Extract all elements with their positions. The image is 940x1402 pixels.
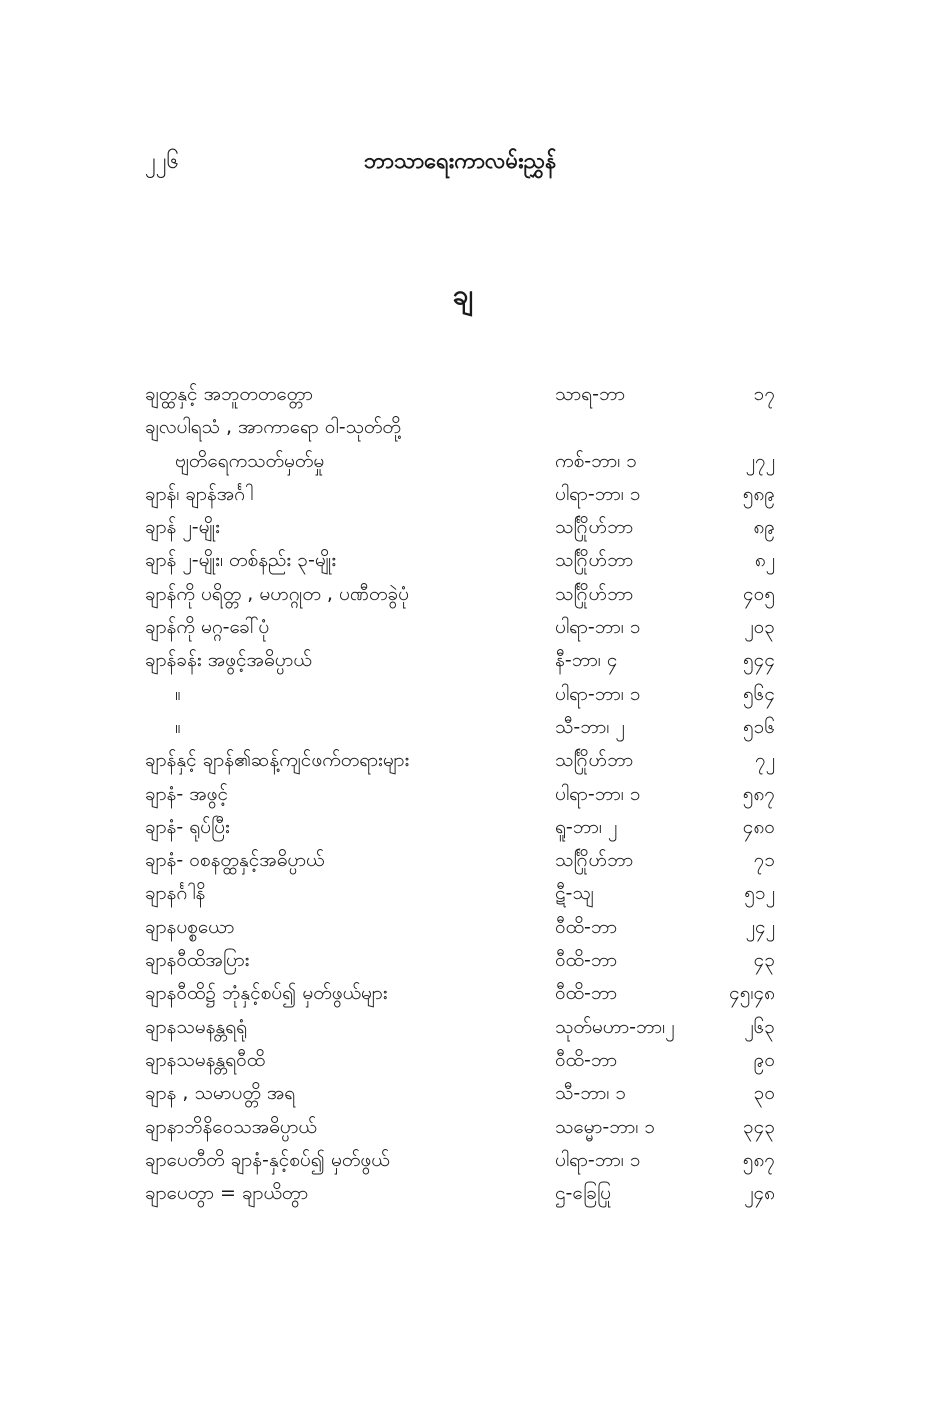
entry-term: ချာနံ- ရုပ်ပြီး xyxy=(145,815,230,838)
entry-page-number: ၂၄၂ xyxy=(745,915,775,938)
index-entry xyxy=(145,977,775,1010)
entry-term: ချာနသမနန္တရရုံ xyxy=(145,1015,248,1038)
entry-term: ချာပေတီတိ ချာနံ-နှင့်စပ်၍ မှတ်ဖွယ် xyxy=(145,1148,390,1171)
entry-term: ချာနာဘိနိဝေသအဓိပ္ပာယ် xyxy=(145,1115,317,1138)
entry-source: ဝီထိ-ဘာ xyxy=(555,982,618,1005)
entry-page-number: ၁၇ xyxy=(753,383,775,405)
entry-page-number: ၇၂ xyxy=(754,749,775,772)
index-entry xyxy=(145,644,775,677)
index-entry xyxy=(145,511,775,544)
index-entry xyxy=(145,811,775,844)
entry-source: သင်္ဂြိုဟ်ဘာ xyxy=(555,549,634,572)
index-entry xyxy=(145,544,775,577)
entry-term: ချာန်ကို မဂ္ဂ-ခေါ်ပုံ xyxy=(145,616,270,639)
entry-page-number: ၃၄၃ xyxy=(742,1115,775,1138)
index-entry xyxy=(145,1077,775,1110)
entry-source: သင်္ဂြိုဟ်ဘာ xyxy=(555,749,634,772)
entry-term: ချာနံ- အဖွင့် xyxy=(145,782,229,805)
entry-term: ချာနင်္ဂါနိ xyxy=(145,882,206,905)
index-entry xyxy=(145,1177,775,1210)
entry-term: ချာနဝီထိ၌ ဘုံနှင့်စပ်၍ မှတ်ဖွယ်များ xyxy=(145,982,388,1005)
entry-page-number: ၉၀ xyxy=(753,1048,775,1071)
index-entry xyxy=(145,1144,775,1177)
entry-source: နီ-ဘာ၊ ၄ xyxy=(555,649,618,672)
entry-term: ။ xyxy=(175,715,181,738)
entry-source: သမ္မော-ဘာ၊ ၁ xyxy=(555,1115,656,1138)
entry-source: ဋီ-သျ xyxy=(555,882,594,905)
entry-source: ရူ-ဘာ၊ ၂ xyxy=(555,815,618,838)
entry-page-number: ၅၄၄ xyxy=(742,649,775,672)
entry-page-number: ၅၈၇ xyxy=(742,1148,775,1171)
entry-term: ချာပေတွာ = ချာယိတွာ xyxy=(145,1182,309,1205)
entry-term: ချာန , သမာပတ္တိ အရ xyxy=(145,1082,296,1105)
entry-page-number: ၄၅၊၄၈ xyxy=(729,982,775,1005)
entry-term: ချာန်ကို ပရိတ္တ , မဟဂ္ဂုတ , ပဏီတခွဲပုံ xyxy=(145,582,409,605)
entry-page-number: ၈၂ xyxy=(754,549,775,572)
index-entry xyxy=(145,744,775,777)
index-entry xyxy=(145,445,775,478)
index-entry xyxy=(145,678,775,711)
entry-source: ပါရာ-ဘာ၊ ၁ xyxy=(555,682,641,705)
entry-page-number: ၅၁၆ xyxy=(742,715,775,738)
entry-term: ချလပါရသံ , အာကာရော ဝါ-သုတ်တို့ xyxy=(145,416,401,439)
entry-source: သီ-ဘာ၊ ၂ xyxy=(555,715,625,738)
entry-page-number: ၂၇၂ xyxy=(745,449,775,472)
index-entry xyxy=(145,711,775,744)
entry-term: ချာနသမနန္တရဝီထိ xyxy=(145,1048,266,1071)
index-entry xyxy=(145,1011,775,1044)
index-entry xyxy=(145,411,775,444)
entry-term: ချာနဝီထိအပြား xyxy=(145,949,250,972)
index-entry xyxy=(145,578,775,611)
running-title: ဘာသာ​ရေးကာလမ်းညွှန် xyxy=(363,149,557,174)
entry-term: ချာန်ခန်း အဖွင့်အဓိပ္ပာယ် xyxy=(145,649,312,672)
index-list xyxy=(145,378,775,1210)
index-entry xyxy=(145,1044,775,1077)
entry-page-number: ၅၁၂ xyxy=(744,882,775,905)
entry-source: ပါရာ-ဘာ၊ ၁ xyxy=(555,1148,641,1171)
entry-page-number: ၇၁ xyxy=(753,849,775,872)
entry-source: ကစ်-ဘာ၊ ၁ xyxy=(555,449,637,472)
entry-source: သုတ်မဟာ-ဘာ၊၂ xyxy=(555,1015,675,1038)
entry-page-number: ၄၀၅ xyxy=(742,582,775,605)
entry-page-number: ၅၈၇ xyxy=(742,782,775,805)
entry-term: ချာန် ၂-မျိုး xyxy=(145,516,220,539)
entry-page-number: ၃၀ xyxy=(753,1082,775,1105)
section-heading: ချ xyxy=(452,278,474,311)
page-header xyxy=(145,146,775,180)
entry-page-number: ၈၉ xyxy=(753,516,775,539)
entry-page-number: ၂၆၃ xyxy=(744,1015,775,1038)
entry-page-number: ၅၆၄ xyxy=(742,682,775,705)
entry-source: ပါရာ-ဘာ၊ ၁ xyxy=(555,616,641,639)
entry-term: ချတ္ထနှင့် အဘူတတတ္တော xyxy=(145,383,313,405)
index-entry xyxy=(145,844,775,877)
entry-page-number: ၂၄၈ xyxy=(744,1182,775,1205)
entry-source: သာရ-ဘာ xyxy=(555,383,626,405)
entry-term: ချာနံ- ဝစနတ္ထနှင့်အဓိပ္ပာယ် xyxy=(145,849,325,872)
entry-source: ဝီထိ-ဘာ xyxy=(555,915,618,938)
index-entry xyxy=(145,478,775,511)
entry-source: ပါရာ-ဘာ၊ ၁ xyxy=(555,482,641,505)
entry-source: ပါရာ-ဘာ၊ ၁ xyxy=(555,782,641,805)
index-entry xyxy=(145,611,775,644)
index-entry xyxy=(145,911,775,944)
page-number: ၂၂၆ xyxy=(145,149,179,174)
entry-page-number: ၄၈၀ xyxy=(742,815,775,838)
index-entry xyxy=(145,378,775,411)
entry-source: သီ-ဘာ၊ ၁ xyxy=(555,1082,627,1105)
entry-source: သင်္ဂြိုဟ်ဘာ xyxy=(555,516,634,539)
entry-page-number: ၂၀၃ xyxy=(744,616,775,639)
index-entry xyxy=(145,778,775,811)
entry-source: ဝီထိ-ဘာ xyxy=(555,949,618,972)
entry-term: ဗျတိရေကသတ်မှတ်မှု xyxy=(175,449,325,472)
index-entry xyxy=(145,1111,775,1144)
index-entry xyxy=(145,944,775,977)
entry-term: ချာန်၊ ချာန်အင်္ဂါ xyxy=(145,482,254,505)
entry-term: ချာန်နှင့် ချာန်၏ဆန့်ကျင်ဖက်တရားများ xyxy=(145,749,410,772)
entry-source: ဝီထိ-ဘာ xyxy=(555,1048,618,1071)
entry-page-number: ၄၃ xyxy=(753,949,775,972)
entry-term: ။ xyxy=(175,682,181,705)
entry-term: ချာန် ၂-မျိုး၊ တစ်နည်း ၃-မျိုး xyxy=(145,549,337,572)
entry-source: ဌ-ခြေပြု xyxy=(555,1182,611,1205)
entry-source: သင်္ဂြိုဟ်ဘာ xyxy=(555,582,634,605)
entry-page-number: ၅၈၉ xyxy=(742,482,775,505)
entry-source: သင်္ဂြိုဟ်ဘာ xyxy=(555,849,634,872)
entry-term: ချာနပစ္စယော xyxy=(145,915,235,938)
index-entry xyxy=(145,877,775,910)
